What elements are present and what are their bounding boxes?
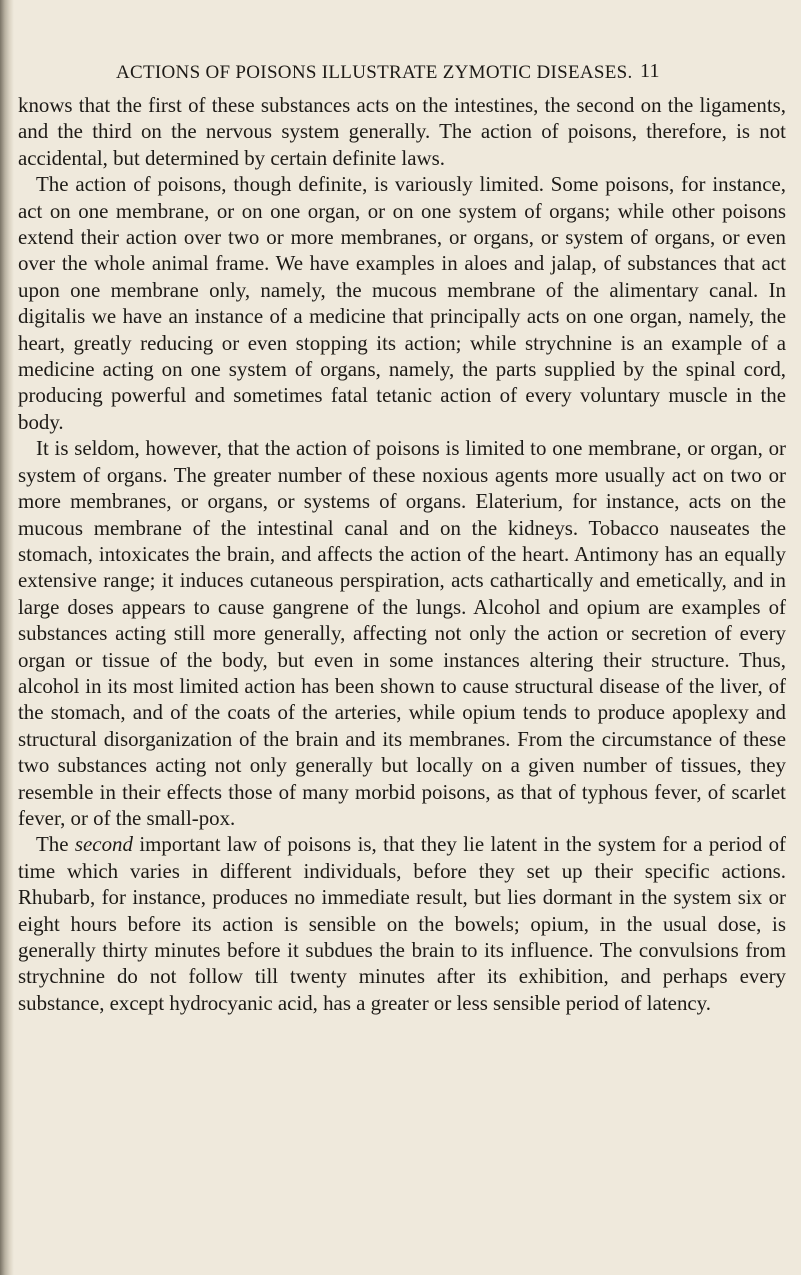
emphasis-second: second — [74, 832, 133, 857]
page-number: 11 — [640, 60, 660, 82]
page-binding-edge — [0, 0, 14, 1275]
paragraph-4-lead: The — [36, 832, 75, 857]
paragraph-2: The action of poisons, though definite, is variously limited. Some poisons, for instance, act on one membrane, or on one organ, or on one system of organs; while other poisons extend their action over two or more membranes, or organs, or system of organs, or even over the whole animal frame. We have examples in aloes and jalap, of substances that act upon one membrane only, namely, the mucous membrane of the alimentary canal. In digitalis we have an instance of a medicine that principally acts on one organ, namely, the heart, greatly reducing or even stopping its action; while strychnine is an example of a medicine acting on one system of organs, namely, the parts supplied by the spinal cord, producing powerful and sometimes fatal tetanic action of every voluntary muscle in the body. — [18, 172, 786, 434]
running-head-title: ACTIONS OF POISONS ILLUSTRATE ZYMOTIC DISEASES. — [116, 62, 633, 83]
paragraph-4-rest: important law of poisons is, that they lie latent in the system for a period of time which varies in different individuals, before they set up their specific actions. Rhubarb, for instance, produces no immediate result, but lies dormant in the system six or eight hours before its action is sensible on the bowels; opium, in the usual dose, is generally thirty minutes before it subdues the brain to its influence. The convulsions from strychnine do not follow till twenty minutes after its exhibition, and perhaps every substance, except hydrocyanic acid, has a greater or less sensible period of latency. — [18, 832, 786, 1015]
paragraph-3: It is seldom, however, that the action of poisons is limited to one membrane, or organ, or system of organs. The greater number of these noxious agents more usually act on two or more membranes, or organs, or systems of organs. Elaterium, for instance, acts on the mucous membrane of the intestinal canal and on the kidneys. Tobacco nauseates the stomach, intoxicates the brain, and affects the action of the heart. Antimony has an equally extensive range; it induces cutaneous perspiration, acts cathartically and emetically, and in large doses appears to cause gangrene of the lungs. Alcohol and opium are examples of substances acting still more generally, affecting not only the action or secretion of every organ or tissue of the body, but even in some instances altering their structure. Thus, alcohol in its most limited action has been shown to cause structural disease of the liver, of the stomach, and of the coats of the arteries, while opium tends to produce apoplexy and structural disorganization of the brain and its membranes. From the circumstance of these two substances acting not only generally but locally on a given number of tissues, they resemble in their effects those of many morbid poisons, as that of typhous fever, of scarlet fever, or of the small-pox. — [18, 436, 786, 830]
body-text — [18, 92, 786, 1016]
book-page — [18, 56, 786, 1016]
paragraph-4 — [18, 831, 786, 1016]
running-head — [18, 56, 786, 92]
paragraph-1: knows that the first of these substances acts on the intestines, the second on the ligaments, and the third on the nervous system generally. The action of poisons, therefore, is not accidental, but determined by certain definite laws. — [18, 93, 786, 170]
